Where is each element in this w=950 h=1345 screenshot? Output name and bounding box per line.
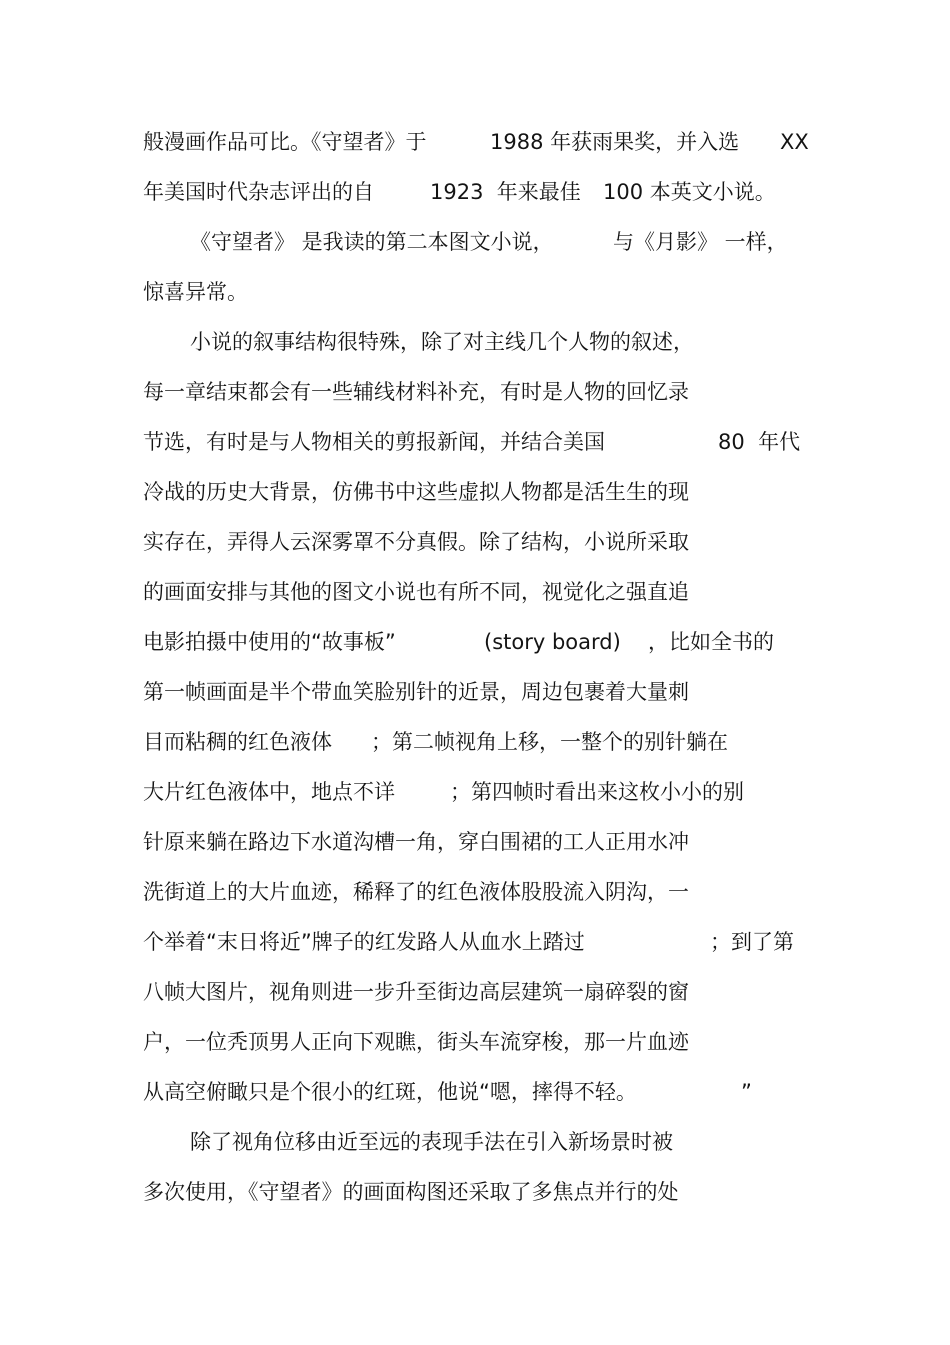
text-segment: 与《月影》 一样， bbox=[613, 230, 788, 254]
text-line bbox=[0, 1025, 950, 1059]
text-segment: 1923 年来最佳 bbox=[430, 180, 581, 204]
text-segment: 《守望者》 是我读的第二本图文小说， bbox=[190, 230, 554, 254]
text-line bbox=[0, 525, 950, 559]
text-segment: 冷战的历史大背景，仿佛书中这些虚拟人物都是活生生的现 bbox=[143, 480, 689, 504]
text-segment: 除了视角位移由近至远的表现手法在引入新场景时被 bbox=[190, 1130, 673, 1154]
text-segment: 1988 年获雨果奖，并入选 bbox=[490, 130, 740, 154]
text-segment: 个举着“末日将近”牌子的红发路人从血水上踏过 bbox=[143, 930, 585, 954]
text-line bbox=[0, 325, 950, 359]
text-line bbox=[0, 575, 950, 609]
text-line bbox=[0, 175, 950, 209]
text-segment: 般漫画作品可比。《守望者》于 bbox=[143, 130, 427, 154]
text-line bbox=[0, 125, 950, 159]
text-line bbox=[0, 775, 950, 809]
text-segment: 小说的叙事结构很特殊，除了对主线几个人物的叙述， bbox=[190, 330, 694, 354]
text-segment: 100 本英文小说。 bbox=[603, 180, 776, 204]
text-line bbox=[0, 1075, 950, 1109]
text-segment: 电影拍摄中使用的“故事板” bbox=[143, 630, 396, 654]
text-line bbox=[0, 475, 950, 509]
text-line bbox=[0, 675, 950, 709]
text-line bbox=[0, 725, 950, 759]
text-line bbox=[0, 625, 950, 659]
text-segment: 的画面安排与其他的图文小说也有所不同，视觉化之强直追 bbox=[143, 580, 689, 604]
text-segment: 惊喜异常。 bbox=[143, 280, 248, 304]
text-line bbox=[0, 375, 950, 409]
text-segment: 洗街道上的大片血迹，稀释了的红色液体股股流入阴沟，一 bbox=[143, 880, 689, 904]
text-segment: 针原来躺在路边下水道沟槽一角，穿白围裙的工人正用水冲 bbox=[143, 830, 689, 854]
text-segment: 80 年代 bbox=[718, 430, 801, 454]
text-line bbox=[0, 975, 950, 1009]
text-segment: 从高空俯瞰只是个很小的红斑，他说“嗯，摔得不轻。 bbox=[143, 1080, 637, 1104]
text-segment: 第一帧画面是半个带血笑脸别针的近景，周边包裹着大量刺 bbox=[143, 680, 689, 704]
text-segment: ，比如全书的 bbox=[648, 630, 774, 654]
text-line bbox=[0, 275, 950, 309]
text-segment: 八帧大图片，视角则进一步升至街边高层建筑一扇碎裂的窗 bbox=[143, 980, 689, 1004]
text-line bbox=[0, 825, 950, 859]
text-segment: ” bbox=[741, 1080, 752, 1104]
text-segment: 节选，有时是与人物相关的剪报新闻，并结合美国 bbox=[143, 430, 605, 454]
text-line bbox=[0, 1175, 950, 1209]
text-line bbox=[0, 425, 950, 459]
text-segment: ；第四帧时看出来这枚小小的别 bbox=[450, 780, 744, 804]
text-line bbox=[0, 225, 950, 259]
text-segment: 目而粘稠的红色液体 bbox=[143, 730, 332, 754]
text-segment: 年美国时代杂志评出的自 bbox=[143, 180, 374, 204]
text-segment: ；第二帧视角上移，一整个的别针躺在 bbox=[371, 730, 728, 754]
text-segment: 每一章结束都会有一些辅线材料补充，有时是人物的回忆录 bbox=[143, 380, 689, 404]
text-line bbox=[0, 1125, 950, 1159]
text-segment: 户，一位秃顶男人正向下观瞧，街头车流穿梭，那一片血迹 bbox=[143, 1030, 689, 1054]
text-line bbox=[0, 875, 950, 909]
text-segment: (story board) bbox=[484, 630, 621, 654]
text-segment: 大片红色液体中，地点不详 bbox=[143, 780, 395, 804]
text-segment: 实存在，弄得人云深雾罩不分真假。除了结构，小说所采取 bbox=[143, 530, 689, 554]
text-line bbox=[0, 925, 950, 959]
text-segment: ；到了第 bbox=[710, 930, 794, 954]
text-segment: 多次使用，《守望者》的画面构图还采取了多焦点并行的处 bbox=[143, 1180, 679, 1204]
text-segment: XX bbox=[780, 130, 809, 154]
